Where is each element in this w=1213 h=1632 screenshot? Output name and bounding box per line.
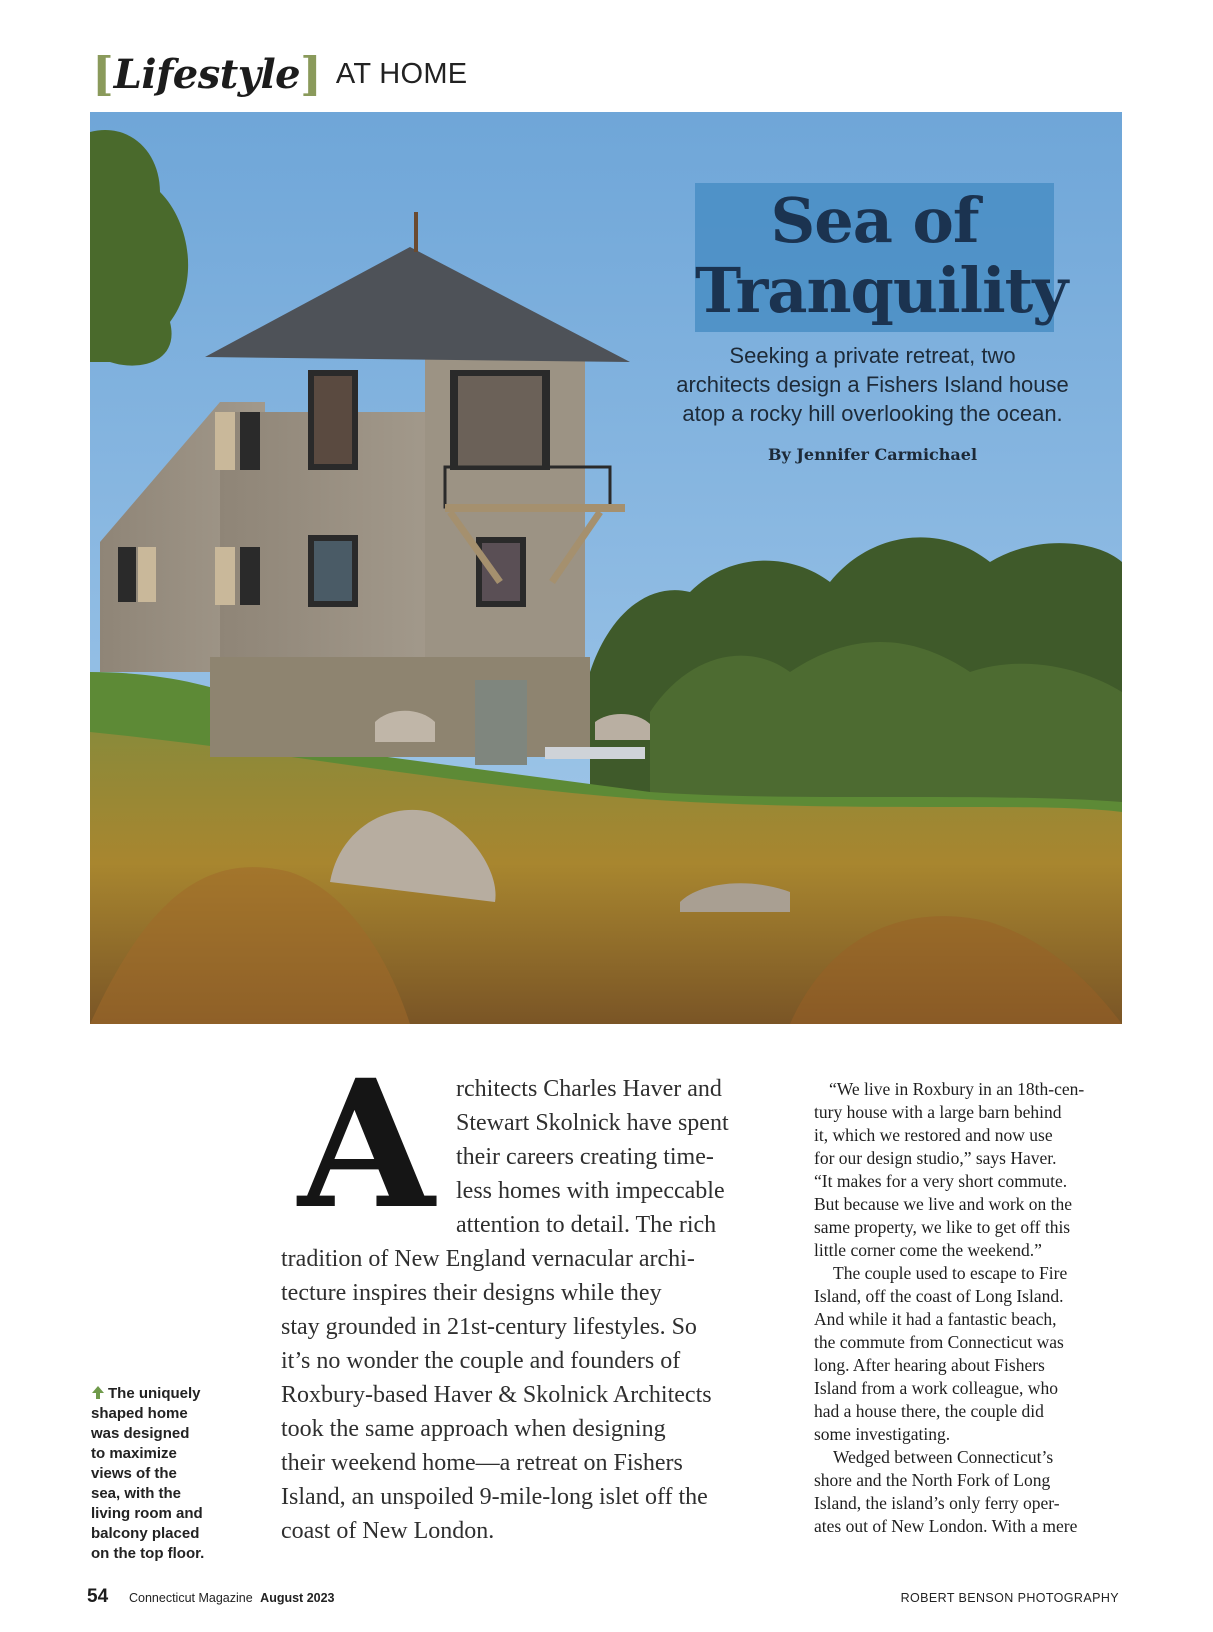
body-line: tury house with a large barn behind bbox=[814, 1102, 1062, 1122]
body-line: less homes with impeccable bbox=[456, 1178, 725, 1204]
title-line-2: Tranquility bbox=[695, 254, 1068, 327]
body-line: Island, an unspoiled 9-mile-long islet off the bbox=[281, 1484, 708, 1510]
deck-line: Seeking a private retreat, two bbox=[729, 343, 1016, 368]
caption-line: The uniquely bbox=[91, 1384, 221, 1404]
section-name: Lifestyle bbox=[113, 50, 301, 98]
body-line: Island, off the coast of Long Island. bbox=[814, 1286, 1064, 1306]
body-line: took the same approach when designing bbox=[281, 1416, 666, 1442]
body-line: had a house there, the couple did bbox=[814, 1401, 1044, 1421]
body-line: ates out of New London. With a mere bbox=[814, 1516, 1078, 1536]
body-line: for our design studio,” says Haver. bbox=[814, 1148, 1057, 1168]
deck-line: atop a rocky hill overlooking the ocean. bbox=[682, 401, 1063, 426]
byline: By Jennifer Carmichael bbox=[767, 445, 978, 464]
caption-line: sea, with the bbox=[91, 1485, 182, 1502]
drop-cap: A bbox=[298, 1041, 435, 1248]
body-line: tecture inspires their designs while they bbox=[281, 1280, 662, 1306]
body-line: Stewart Skolnick have spent bbox=[456, 1110, 729, 1136]
article-title bbox=[695, 184, 1068, 327]
body-line: attention to detail. The rich bbox=[456, 1212, 717, 1238]
body-line: some investigating. bbox=[814, 1424, 951, 1444]
body-line: same property, we like to get off this bbox=[814, 1217, 1071, 1237]
caption-line: to maximize bbox=[91, 1445, 177, 1462]
caption-line: views of the bbox=[91, 1465, 177, 1482]
body-line: Island from a work colleague, who bbox=[814, 1378, 1058, 1398]
up-arrow-icon bbox=[91, 1385, 105, 1400]
body-line: But because we live and work on the bbox=[814, 1194, 1073, 1214]
body-line: Wedged between Connecticut’s bbox=[833, 1447, 1054, 1467]
photo-credit: ROBERT BENSON PHOTOGRAPHY bbox=[900, 1591, 1119, 1605]
body-line: rchitects Charles Haver and bbox=[456, 1076, 722, 1102]
caption-line: on the top floor. bbox=[91, 1545, 205, 1562]
body-line: shore and the North Fork of Long bbox=[814, 1470, 1051, 1490]
caption-line: living room and bbox=[91, 1505, 203, 1522]
body-line: “We live in Roxbury in an 18th-cen- bbox=[829, 1079, 1085, 1099]
title-line-1: Sea of bbox=[770, 184, 979, 257]
body-line: their weekend home—a retreat on Fishers bbox=[281, 1450, 683, 1476]
body-line: And while it had a fantastic beach, bbox=[814, 1309, 1057, 1329]
photo-caption bbox=[91, 1384, 221, 1564]
publication-info bbox=[129, 1591, 335, 1605]
bracket-close: ] bbox=[300, 47, 322, 101]
caption-line: shaped home bbox=[91, 1405, 188, 1422]
body-line: “It makes for a very short commute. bbox=[814, 1171, 1068, 1191]
article-deck bbox=[660, 341, 1085, 428]
body-line: little corner come the weekend.” bbox=[814, 1240, 1042, 1260]
body-line: long. After hearing about Fishers bbox=[814, 1355, 1045, 1375]
body-line: coast of New London. bbox=[281, 1518, 495, 1544]
body-line: Island, the island’s only ferry oper- bbox=[814, 1493, 1060, 1513]
body-line: The couple used to escape to Fire bbox=[833, 1263, 1068, 1283]
caption-line: balcony placed bbox=[91, 1525, 200, 1542]
bracket-open: [ bbox=[92, 47, 114, 101]
subsection-name: AT HOME bbox=[335, 57, 468, 90]
body-line: Roxbury-based Haver & Skolnick Architects bbox=[281, 1382, 712, 1408]
body-line: it’s no wonder the couple and founders of bbox=[281, 1348, 681, 1374]
body-line: their careers creating time- bbox=[456, 1144, 714, 1170]
caption-line: was designed bbox=[91, 1425, 190, 1442]
publication-name: Connecticut Magazine bbox=[129, 1591, 253, 1605]
page-number: 54 bbox=[87, 1586, 109, 1607]
deck-line: architects design a Fishers Island house bbox=[676, 372, 1069, 397]
issue-date: August 2023 bbox=[260, 1591, 335, 1605]
body-line: it, which we restored and now use bbox=[814, 1125, 1053, 1145]
body-line: stay grounded in 21st-century lifestyles. So bbox=[281, 1314, 697, 1340]
section-header bbox=[92, 44, 467, 104]
body-line: the commute from Connecticut was bbox=[814, 1332, 1064, 1352]
body-line: tradition of New England vernacular archi- bbox=[281, 1246, 695, 1272]
